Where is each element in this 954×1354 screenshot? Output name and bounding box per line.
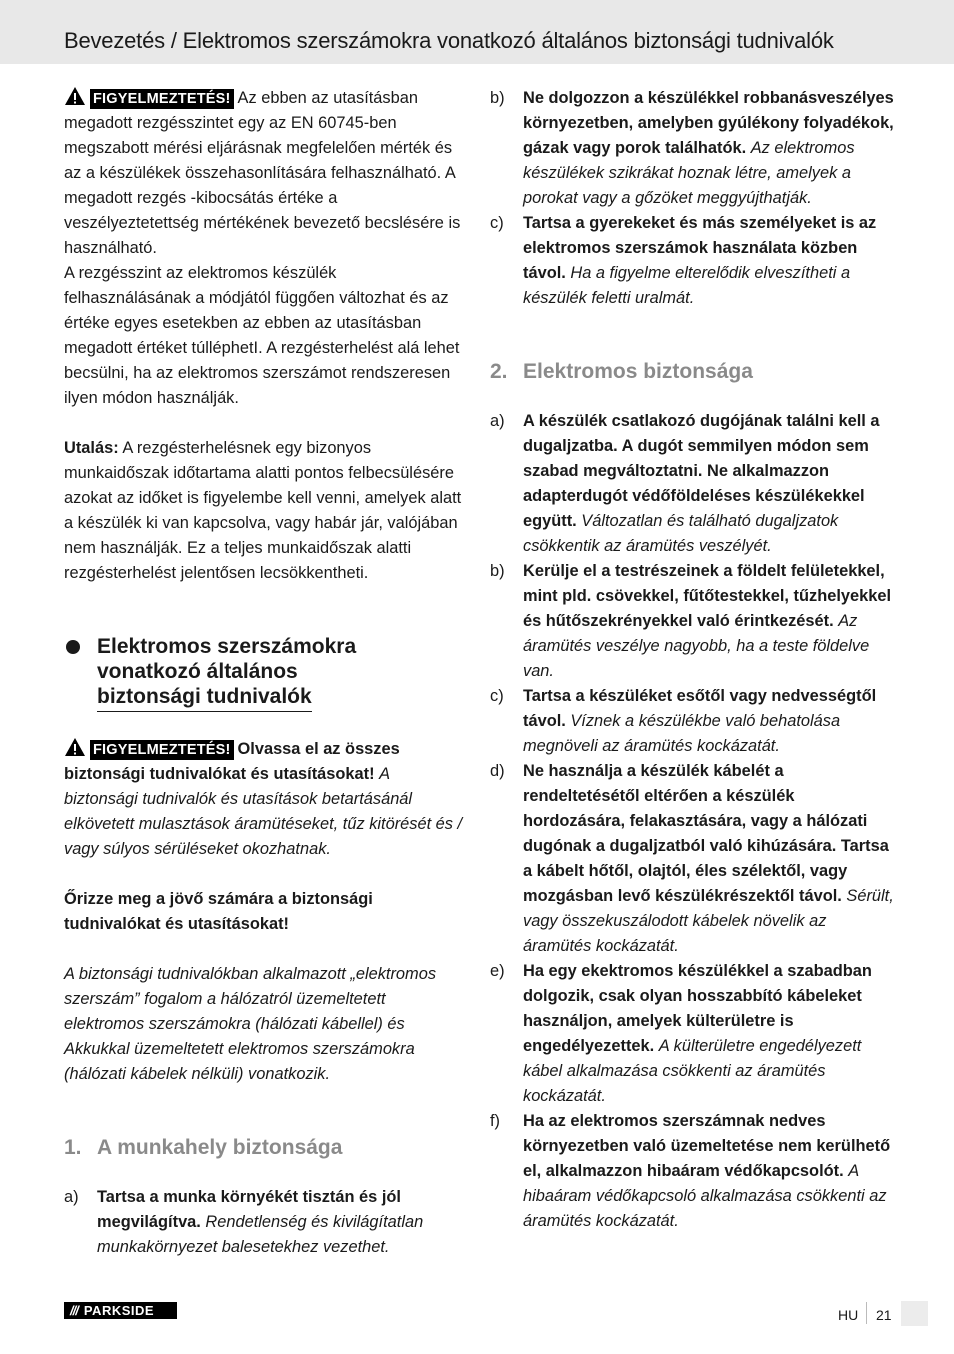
list-item	[490, 759, 895, 959]
list-item	[490, 86, 895, 211]
item-italic: Az elektromos készülékek szikrákat hoznak létre, amelyek a porokat vagy a gőzöket meggyújthatják.	[523, 139, 855, 207]
item-italic: A külterületre engedélyezett kábel alkalmazása csökkenti az áramütés kockázatát.	[523, 1037, 862, 1105]
page-number: 21	[876, 1307, 892, 1323]
definition-paragraph: A biztonsági tudnivalókban alkalmazott „elektromos szerszám” fogalom a hálózatról üzemeltetett elektromos szerszámokra (hálózati kábellel) és Akkukkal üzemeltetett elektromos szerszámokra (hálózati kábelek nélküli) vonatkozik.	[64, 965, 437, 1083]
footer-divider	[866, 1302, 867, 1324]
warning-read-bold: Olvassa el az összes biztonsági tudnivalókat és utasításokat!	[64, 740, 400, 783]
item-bold: Ne használja a készülék kábelét a rendeltetésétől eltérően a készülék hordozására, felakasztására, vagy a hálózati dugónak a dugaljzatból való kihúzására. Tartsa a kábelt hőtől, olajtól, éles szélektől, vagy mozgásban levő készülékrészektől távol.	[523, 762, 889, 905]
item-italic: Változatlan és található dugaljzatok csökkentik az áramütés veszélyét.	[523, 512, 839, 555]
logo-slashes: ///	[70, 1303, 78, 1318]
item-bold: A készülék csatlakozó dugójának találni kell a dugaljzatba. A dugót semmilyen módon sem szabad megváltoztatni. Ne alkalmazzon adapterdugót védőföldeléses készülékekkel együtt.	[523, 412, 880, 530]
list-item	[490, 211, 895, 311]
list-item	[64, 1185, 464, 1260]
item-bold: Kerülje el a testrészeinek a földelt felületekkel, mint pld. csövekkel, fűtőtestekkel, tűzhelyekkel és hűtőszekrényekkel való érintkezését.	[523, 562, 892, 630]
item-bold: Ne dolgozzon a készülékkel robbanásveszélyes környezetben, amelyben gyúlékony folyadékok, gázak vagy porok találhatók.	[523, 89, 894, 157]
item-label: b)	[490, 89, 505, 107]
warning-badge: FIGYELMEZTETÉS!	[90, 740, 234, 760]
item-bold: Tartsa a munka környékét tisztán és jól megvilágítva.	[97, 1188, 401, 1231]
list-item	[490, 409, 895, 559]
heading-line-2: vonatkozó általános	[97, 660, 298, 683]
item-label: f)	[490, 1112, 501, 1130]
item-label: c)	[490, 214, 504, 232]
bullet-icon	[66, 640, 80, 654]
language-code: HU	[838, 1307, 859, 1323]
item-label: a)	[490, 412, 505, 430]
item-bold: Tartsa a gyerekeket és más személyeket is az elektromos szerszámok használata közben távol.	[523, 214, 877, 282]
warning-paragraph-vibration	[64, 86, 464, 261]
item-label: e)	[490, 962, 505, 980]
footer-box	[901, 1301, 928, 1326]
item-label: c)	[490, 687, 504, 705]
right-column	[490, 86, 895, 1234]
warning-text: Az ebben az utasításban megadott rezgésszintet egy az EN 60745-ben megszabott mérési eljárásnak megfelelően mérték és az a készülékek összehasonlítására felhasználható. A megadott rezgés -kibocsátás értéke a veszélyeztetettség mértékének bevezető becslésére is használható.	[64, 89, 461, 257]
warning-triangle-icon	[64, 86, 86, 106]
item-label: a)	[64, 1188, 79, 1206]
keep-instructions: Őrizze meg a jövő számára a biztonsági tudnivalókat és utasításokat!	[64, 890, 373, 933]
item-italic: Rendetlenség és kivilágítatlan munkakörnyezet balesetekhez vezethet.	[97, 1213, 424, 1256]
item-bold: Ha az elektromos szerszámnak nedves környezetben való üzemeltetése nem kerülhető el, alkalmazzon hibaáram védőkapcsolót.	[523, 1112, 891, 1180]
warning-badge: FIGYELMEZTETÉS!	[90, 89, 234, 109]
item-italic: Ha a figyelme elterelődik elveszítheti a készülék feletti uralmát.	[523, 264, 851, 307]
section-title: A munkahely biztonsága	[97, 1136, 343, 1159]
section-heading-workplace	[64, 1135, 464, 1160]
left-column	[64, 86, 464, 1260]
list-item	[490, 959, 895, 1109]
note-paragraph	[64, 436, 464, 586]
heading-line-3: biztonsági tudnivalók	[97, 684, 312, 712]
parkside-logo	[64, 1302, 177, 1319]
item-bold: Ha egy ekektromos készülékkel a szabadban dolgozik, csak olyan hosszabbító kábeleket használjon, amelyek külterületre is engedélyezettek.	[523, 962, 872, 1055]
section-title: Elektromos biztonsága	[523, 360, 753, 383]
vibration-paragraph: A rezgésszint az elektromos készülék felhasználásának a módjától függően változhat és az értéke egyes esetekben az ebben az utasításban megadott értéket túlléphetI. A rezgésterhelést alá lehet becsülni, ha az elektromos szerszámot rendszeresen ilyen módon használják.	[64, 264, 460, 407]
item-italic: A hibaáram védőkapcsoló alkalmazása csökkenti az áramütés kockázatát.	[523, 1162, 887, 1230]
item-italic: Az áramütés veszélye nagyobb, ha a teste földelve van.	[523, 612, 870, 680]
item-label: d)	[490, 762, 505, 780]
section-heading-general-safety	[64, 634, 464, 712]
list-item	[490, 684, 895, 759]
item-bold: Tartsa a készüléket esőtől vagy nedvességtől távol.	[523, 687, 877, 730]
section-number: 2.	[490, 360, 508, 383]
note-text: A rezgésterhelésnek egy bizonyos munkaidőszak időtartama alatti pontos felbecsülésére azokat az időket is figyelembe kell venni, amelyek alatt a készülék ki van kapcsolva, vagy habár jár, valójában nem használják. Ez a teljes munkaidőszak alatti rezgésterhelést jelentősen lecsökkentheti.	[64, 439, 462, 582]
note-label: Utalás:	[64, 439, 119, 457]
list-item	[490, 559, 895, 684]
section-number: 1.	[64, 1136, 82, 1159]
item-label: b)	[490, 562, 505, 580]
warning-triangle-icon	[64, 737, 86, 757]
warning-paragraph-read	[64, 737, 464, 862]
heading-line-1: Elektromos szerszámokra	[97, 635, 357, 658]
item-italic: Sérült, vagy összekuszálodott kábelek növelik az áramütés kockázatát.	[523, 887, 894, 955]
list-item	[490, 1109, 895, 1234]
page-title: Bevezetés / Elektromos szerszámokra vonatkozó általános biztonsági tudnivalók	[64, 28, 834, 53]
header-band	[0, 0, 954, 64]
logo-brand: PARKSIDE	[83, 1303, 155, 1318]
warning-read-italic: A biztonsági tudnivalók és utasítások betartásánál elkövetett mulasztások áramütéseket, tűz kitörését és / vagy súlyos sérüléseket okozhatnak.	[64, 765, 463, 858]
section-heading-electrical	[490, 359, 895, 384]
item-italic: Víznek a készülékbe való behatolása megnöveli az áramütés kockázatát.	[523, 712, 841, 755]
